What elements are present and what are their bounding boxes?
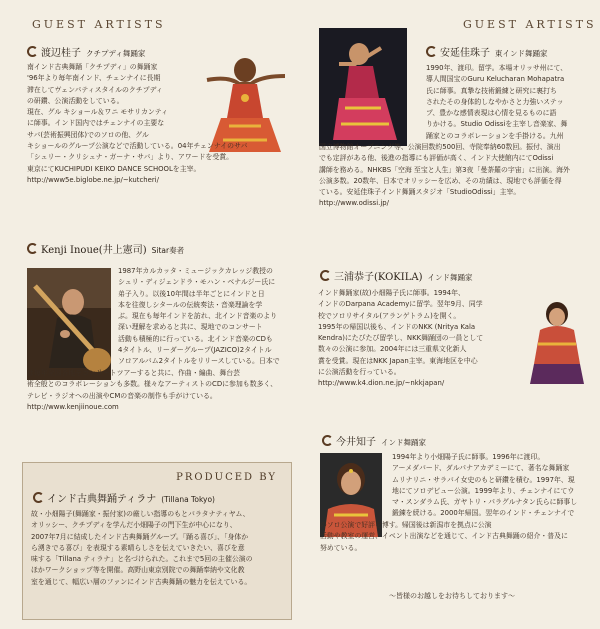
artist-name: 三浦恭子(KOKILA) <box>334 272 423 283</box>
right-section-title: GUEST ARTISTS <box>463 18 597 31</box>
left-section-title: GUEST ARTISTS <box>32 18 166 31</box>
producer-name: インド古典舞踊ティラナ <box>47 494 157 505</box>
bio-text: 故・小畑陽子(舞踊家・振付家)の厳しい指導のもとバラタナティヤム、 オリッシー、クチプディを学んだ小畑陽子の門下生が中心になり、 2007年7月に結成したインド古典舞踊グループ。「踊る喜び」、「身体か ら湧きでる喜び」を表現する素晴らしさを伝えていきたい、喜びを意 味する「Tillana ティラナ」と名づけられた。これまで5回の主催公演の ほかワークショップ等を開催。高野山東京別院での舞踊奉納や文化教 室を通じて、幅広い層のファンにインド古典舞踊の魅力を伝えている。 <box>31 510 253 586</box>
artist-bio-full <box>319 142 598 210</box>
closing-message: 〜皆様のお越しをお待ちしております〜 <box>389 592 515 600</box>
swirl-icon <box>320 270 331 281</box>
producer-name-line <box>33 490 215 505</box>
produced-by-panel <box>22 462 292 620</box>
producer-bio <box>31 509 289 588</box>
artist-bio-full <box>320 520 598 554</box>
odissi-dancer-photo <box>319 28 407 146</box>
artist-role: クチプディ舞踊家 <box>86 49 146 58</box>
artist-name-line <box>27 241 184 256</box>
bio-text: 国立博物館オープニング等、公演回数約500回、寺院奉納60数回。振付、演出 でも定評がある他、後進の指導にも評価が高く、インド大使館内にてOdissi 講師を務める。NHKBS「空海 至宝と人生」第3夜「曼荼羅の宇宙」に出演。海外 公演多数。20数年、日本でオリッシーを広め、その功績は、現地でも評価を得 ている。安延佳珠子インド舞踊スタジオ「StudioOdissi」主宰。 http://www.odissi.jp/ <box>319 143 570 208</box>
bio-text: は毎年全国各地をコンサートツアーすると共に、作曲・編曲、舞台芸 術全般とのコラボレーションも多数。様々なアーティストのCDに参加も数多く、 テレビ・ラジオへの出演やCMの音楽の制作も手がけている。 http://www.kenjiinoue.com <box>27 369 278 411</box>
artist-role: Sitar奏者 <box>151 246 185 255</box>
artist-role: インド舞踊家 <box>381 438 426 447</box>
artist-bio-full <box>27 368 297 413</box>
bio-text: インド舞踊家(故)小畑陽子氏に師事。1994年、 インドのDarpana Academyに留学。翌年9月、同学 校でソロリサイタル(アランゲトラム)を開く。 1995年の帰国以後も、インドのNKK (Nritya Kala Kendra)にたびたび留学し、NKK舞踊団の一員として 数々の公演に参加。2004年には三重県文化新人 賞を受賞。現在はNKK Japan主宰。東海地区を中心 に公演活動を行っている。 http://www.k4.dion.ne.jp/~nkkjapan/ <box>318 289 484 388</box>
artist-name: Kenji Inoue(井上憲司) <box>41 245 147 256</box>
swirl-icon <box>27 46 38 57</box>
artist-bio <box>27 62 297 186</box>
artist-name-line <box>27 44 145 59</box>
artist-bio-right <box>118 266 296 368</box>
artist-name: 安延佳珠子 <box>440 48 490 59</box>
artist-role: 東インド舞踊家 <box>495 49 548 58</box>
kokila-photo <box>522 292 592 384</box>
artist-name: 渡辺桂子 <box>41 48 81 59</box>
artist-bio <box>318 288 518 390</box>
artist-name: 今井知子 <box>336 437 376 448</box>
produced-by-heading: PRODUCED BY <box>176 472 277 483</box>
swirl-icon <box>322 435 333 446</box>
swirl-icon <box>426 46 437 57</box>
swirl-icon <box>27 243 38 254</box>
artist-name-line <box>320 268 473 283</box>
bio-text: 南インド古典舞踊「クチプディ」の舞踊家 '96年より毎年南インド、チェンナイに長期 滞在してヴェンパティスタイルのクチプディ の研鑽、公演活動をしている。 現在、グル キショール＆ワニ モサリカンティ に師事。インド国内ではチェンナイの主要な サバ(芸術振興団体)でのソロの他、グル キショールのグループ公演などで活動している。04年チェンナイのサバ 「シュリー・クリシュナ・ガーナ・サバ」より、アワードを受賞。 東京にてKUCHIPUDI KEIKO DANCE SCHOOLを主宰。 http://www5e.biglobe.ne.jp/~kutcheri/ <box>27 63 248 184</box>
producer-name-en: (Tillana Tokyo) <box>161 495 215 504</box>
artist-bio-right <box>392 452 598 520</box>
artist-name-line <box>426 44 548 59</box>
right-column <box>300 0 600 629</box>
artist-bio-right <box>426 63 598 142</box>
sitar-player-photo <box>27 268 111 380</box>
bio-text: 1987年カルカッタ・ミュージックカレッジ教授の シュリ・ディジェンドラ・モハン・ベナルジー氏に 弟子入り。以後10年間は半年ごとにインドと日 本を往復しシタールの伝統奏法・音楽理論を学 ぶ。現在も毎年インドを訪れ、北インド音楽のより 深い理解を求めると共に、現地でのコンサート 活動も積極的に行っている。北インド音楽のCDも 4タイトル、リーダーグループ(JAZICO)2タイトル ソロアルバム2タイトルをリリースしている。日本で <box>118 267 280 366</box>
bio-text: 1990年、渡印。留学。本場オリッサ州にて、 導人間国宝のGuru Kelucharan Mohapatra 氏に師事。真摯な技術鍛練と研究に裏打ち されたその身体的しなやかさと力強いステッ プ、豊かな感情表現は心情を見るものに語 りかける。Studio Odissiを主宰し音楽家、舞 踊家とのコラボレーションを手掛ける。九州 <box>426 64 568 140</box>
swirl-icon <box>33 492 44 503</box>
bio-text: 1994年より小畑陽子氏に師事。1996年に渡印。 アーメダバード、ダルパナアカデミーにて、著名な舞踊家 ムリナリニ・サラバイ女史のもと研鑽を積む。1997年、現 地にてソロデビュー公演。1999年より、チェンナイにてウ マ・スンダラム氏、ガヤトリ・パラグルナタン氏らに師事し 鍛錬を続ける。2000年帰国。翌年のインド・チェンナイで <box>392 453 578 518</box>
artist-name-line <box>322 433 426 448</box>
bio-text: のソロ公演で好評を博す。帰国後は新潟市を拠点に公演 活動や教室の運営、イベント出演などを通じて、インド古典舞踊の紹介・普及に 努めている。 <box>320 521 568 552</box>
artist-role: インド舞踊家 <box>427 273 473 282</box>
